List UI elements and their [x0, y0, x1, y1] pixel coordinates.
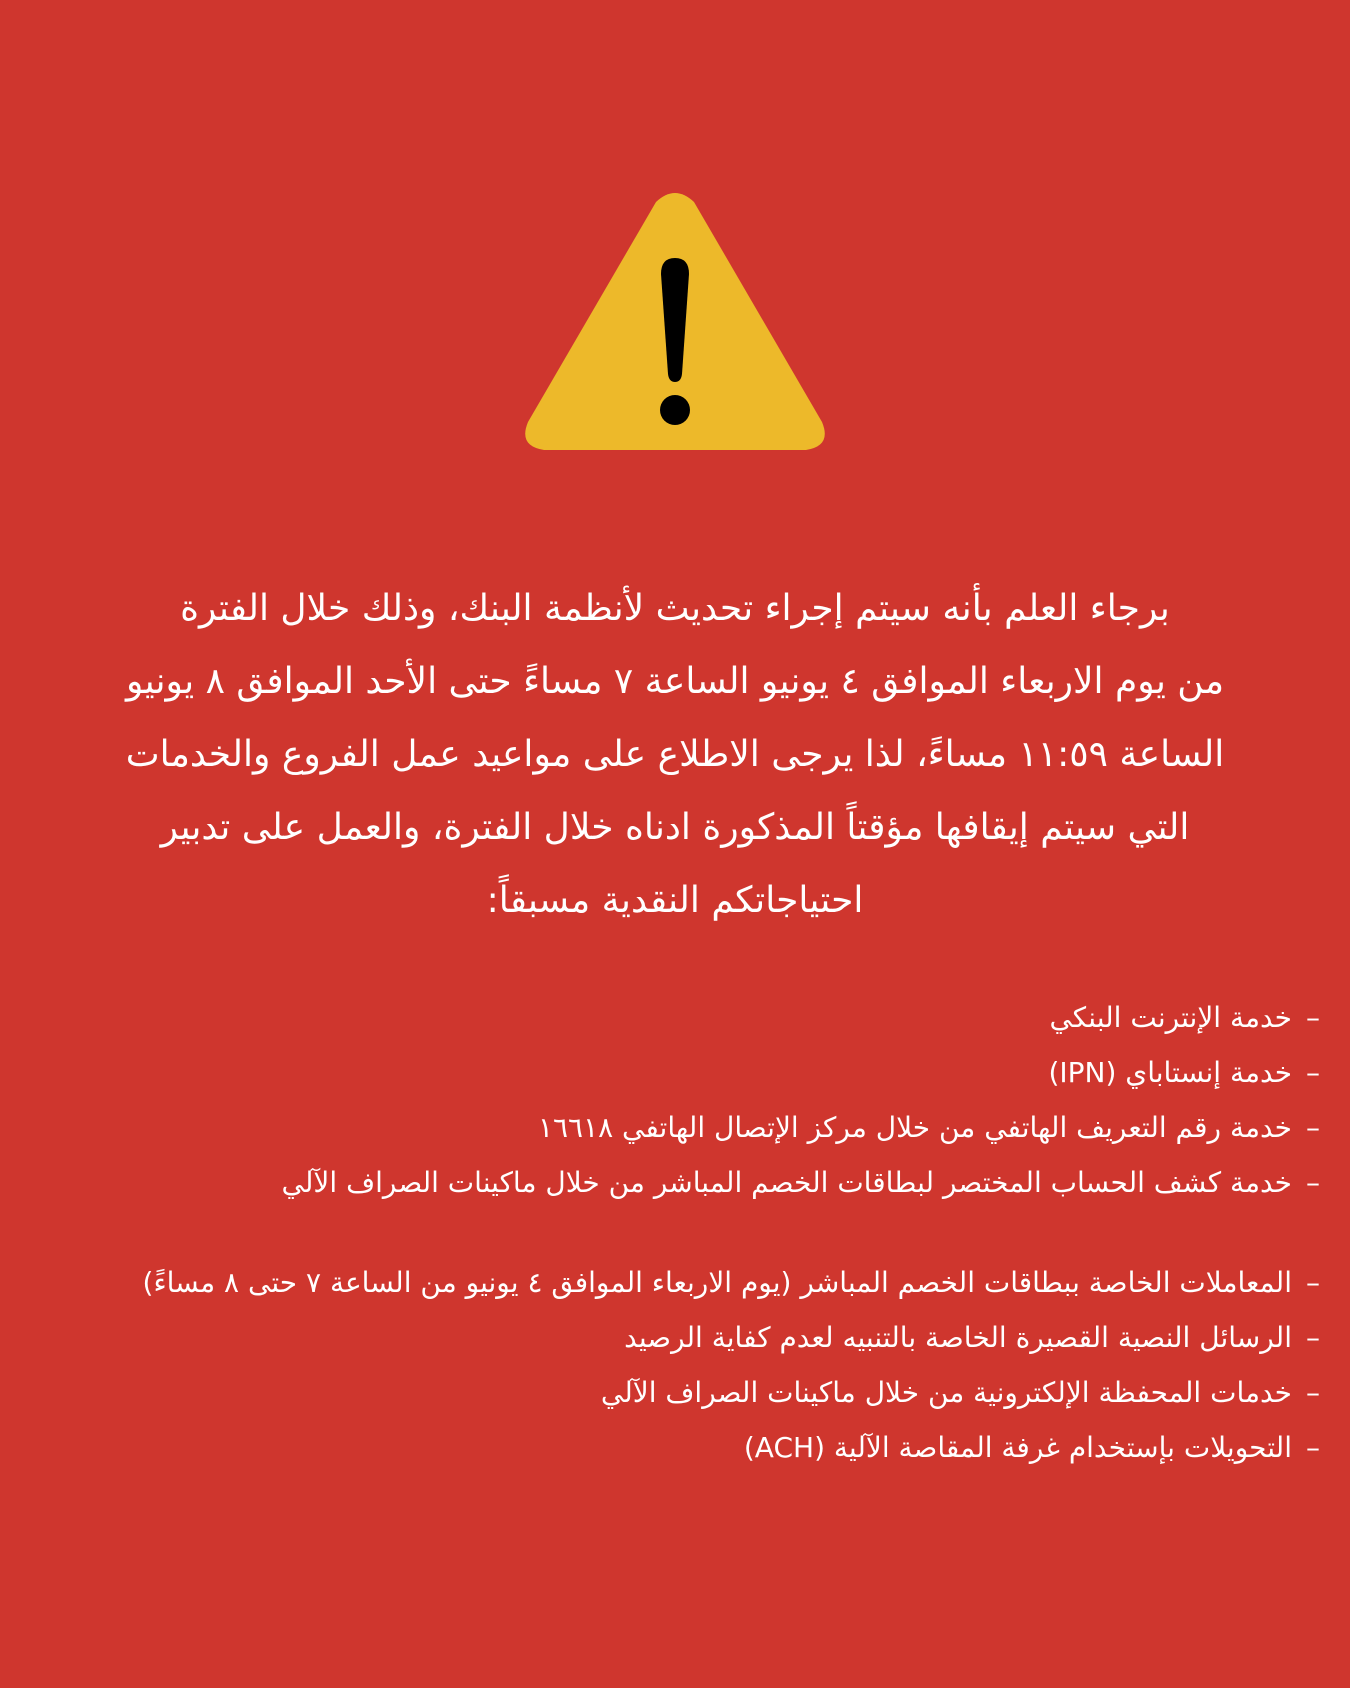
notice-line: احتياجاتكم النقدية مسبقاً:: [486, 880, 864, 921]
list-item: [20, 1100, 1320, 1155]
list-dash: –: [1306, 1001, 1320, 1034]
services-list-2: [20, 1255, 1320, 1475]
list-dash: –: [1306, 1431, 1320, 1464]
list-dash: –: [1306, 1111, 1320, 1144]
list-dash: –: [1306, 1056, 1320, 1089]
list-item-text: خدمات المحفظة الإلكترونية من خلال ماكينات الصراف الآلي: [600, 1376, 1292, 1409]
notice-line: من يوم الاربعاء الموافق ٤ يونيو الساعة ٧ مساءً حتى الأحد الموافق ٨ يونيو: [126, 661, 1224, 702]
list-item-text: التحويلات بإستخدام غرفة المقاصة الآلية (ACH): [743, 1431, 1292, 1464]
list-item-text: المعاملات الخاصة ببطاقات الخصم المباشر (يوم الاربعاء الموافق ٤ يونيو من الساعة ٧ حتى ٨ مساءً): [142, 1266, 1292, 1299]
list-dash: –: [1306, 1321, 1320, 1354]
list-item: [20, 1155, 1320, 1210]
list-item-text: خدمة الإنترنت البنكي: [1049, 1001, 1292, 1034]
notice-line: التي سيتم إيقافها مؤقتاً المذكورة ادناه خلال الفترة، والعمل على تدبير: [160, 807, 1190, 848]
list-item-text: الرسائل النصية القصيرة الخاصة بالتنبيه لعدم كفاية الرصيد: [624, 1321, 1292, 1354]
list-item: [20, 1255, 1320, 1310]
notice-paragraph: [60, 572, 1290, 937]
list-item-text: خدمة كشف الحساب المختصر لبطاقات الخصم المباشر من خلال ماكينات الصراف الآلي: [281, 1166, 1292, 1199]
list-item: [20, 990, 1320, 1045]
list-dash: –: [1306, 1166, 1320, 1199]
list-item: [20, 1045, 1320, 1100]
notice-line: برجاء العلم بأنه سيتم إجراء تحديث لأنظمة البنك، وذلك خلال الفترة: [180, 588, 1170, 629]
services-list-1: [20, 990, 1320, 1210]
list-item-text: خدمة رقم التعريف الهاتفي من خلال مركز الإتصال الهاتفي ١٦٦١٨: [537, 1111, 1292, 1144]
warning-icon: [522, 192, 828, 454]
list-item: [20, 1310, 1320, 1365]
list-dash: –: [1306, 1376, 1320, 1409]
list-dash: –: [1306, 1266, 1320, 1299]
list-item: [20, 1365, 1320, 1420]
warning-exclamation-dot: [660, 395, 690, 425]
list-item: [20, 1420, 1320, 1475]
list-item-text: خدمة إنستاباي (IPN): [1048, 1056, 1292, 1089]
notice-line: الساعة ١١:٥٩ مساءً، لذا يرجى الاطلاع على مواعيد عمل الفروع والخدمات: [125, 734, 1225, 775]
